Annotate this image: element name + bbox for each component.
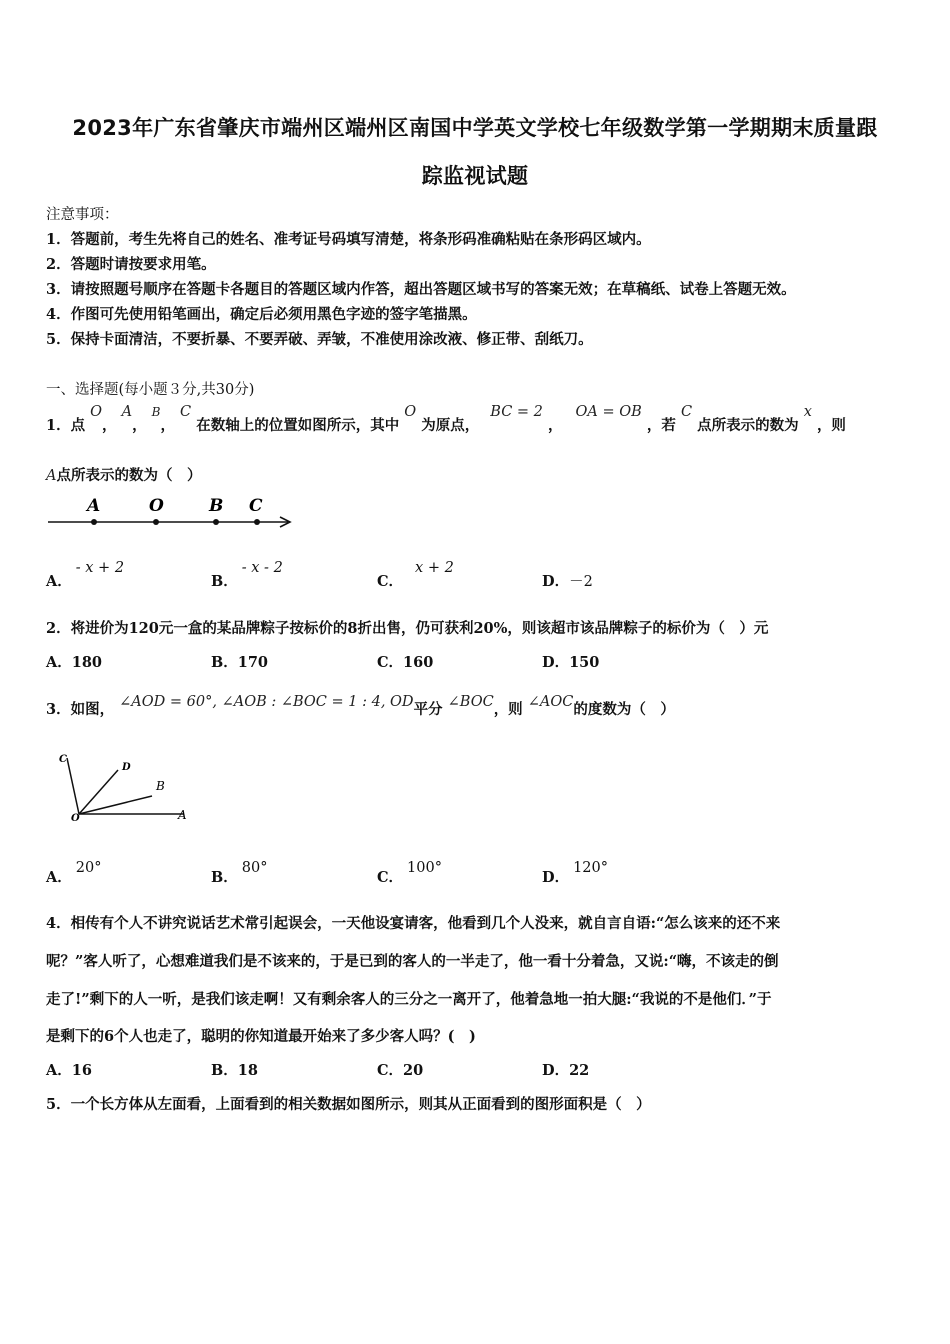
q3-math-2: ∠BOC [447, 694, 494, 710]
q1-option-c-label: C． [377, 573, 404, 590]
q1-text-5: 点所表示的数为 [697, 417, 799, 434]
question-3-text [46, 694, 675, 719]
q4-option-a[interactable]: A．16 [46, 1062, 92, 1079]
q1-line-2-text: 点所表示的数为（ ） [56, 467, 202, 484]
q1-var-o-2: O [404, 404, 417, 420]
point-o-dot [153, 519, 159, 525]
angle-label-a: A [178, 808, 187, 822]
angle-label-b: B [156, 779, 165, 793]
angle-diagram [52, 748, 202, 828]
q1-var-o: O [90, 404, 103, 420]
notes-heading: 注意事项： [46, 207, 119, 223]
question-4-line-3: 走了!”剩下的人一听，是我们该走啊！又有剩余客人的三分之一离开了，他着急地一拍大腿:“我说的不是他们．”于 [46, 991, 772, 1008]
exam-title-line-2: 踪监视试题 [421, 164, 529, 188]
q4-option-d[interactable]: D．22 [542, 1062, 590, 1079]
q3-text-1: 3．如图， [46, 701, 115, 718]
q3-option-b-expr: 80° [241, 860, 268, 876]
ray-oc [67, 758, 79, 814]
q4-option-c[interactable]: C．20 [377, 1062, 424, 1079]
note-item-1: 1．答题前，考生先将自己的姓名、准考证号码填写清楚，将条形码准确粘贴在条形码区域内。 [46, 231, 651, 248]
q1-var-b: B [151, 405, 161, 419]
q1-comma: ， [547, 417, 563, 434]
q1-option-d-label: D． [542, 573, 570, 590]
q1-text-6: ，则 [816, 417, 846, 434]
q2-option-d[interactable]: D．150 [542, 654, 600, 671]
q1-text-4: ，若 [646, 417, 676, 434]
number-line-label-o: O [149, 496, 164, 516]
question-4-line-1: 4．相传有个人不讲究说话艺术常引起误会，一天他设宴请客，他看到几个人没来，就自言自语:“怎么该来的还不来 [46, 915, 781, 932]
number-line-label-b: B [209, 496, 224, 516]
question-4-line-4: 是剩下的6个人也走了，聪明的你知道最开始来了多少客人吗？( ) [46, 1028, 476, 1045]
q1-option-c-expr: x + 2 [415, 560, 454, 576]
q4-option-b[interactable]: B．18 [211, 1062, 258, 1079]
q2-option-b[interactable]: B．170 [211, 654, 269, 671]
q1-var-c-2: C [680, 404, 693, 420]
q1-option-d[interactable] [542, 570, 593, 591]
q1-option-b-label: B． [211, 573, 238, 590]
q1-var-c: C [180, 404, 192, 420]
q3-text-4: 的度数为（ ） [573, 701, 675, 718]
point-a-dot [91, 519, 97, 525]
q3-math-3: ∠AOC [527, 694, 574, 710]
q3-option-c[interactable] [377, 860, 442, 887]
q3-option-a-expr: 20° [75, 860, 102, 876]
q3-option-a-label: A． [46, 869, 72, 886]
q3-option-a[interactable] [46, 860, 102, 887]
number-line-label-c: C [249, 496, 263, 516]
q1-option-a-expr: - x + 2 [75, 560, 125, 576]
number-line-label-a: A [87, 496, 101, 516]
q1-bc-eq: BC = 2 [490, 404, 543, 420]
q1-text-2: 在数轴上的位置如图所示，其中 [196, 417, 400, 434]
angle-label-o: O [71, 813, 80, 824]
q3-option-b[interactable] [211, 860, 268, 887]
q1-comma: ， [132, 417, 147, 434]
q1-option-c[interactable] [377, 560, 454, 591]
question-5-text: 5．一个长方体从左面看，上面看到的相关数据如图所示，则其从正面看到的图形面积是（ ） [46, 1096, 651, 1113]
angle-label-d: D [122, 762, 131, 773]
q3-option-c-label: C． [377, 869, 404, 886]
q3-option-d[interactable] [542, 860, 609, 887]
q3-option-d-expr: 120° [573, 860, 609, 876]
q1-comma: ， [160, 417, 175, 434]
q3-option-d-label: D． [542, 869, 570, 886]
q1-var-a-2: A [46, 468, 57, 484]
q3-text-2: 平分 [413, 701, 443, 718]
q1-var-a: A [121, 404, 133, 420]
ray-ob [79, 796, 152, 814]
question-1-line-1 [46, 404, 846, 435]
q1-oaob-eq: OA = OB [575, 404, 642, 420]
number-line-figure [44, 492, 304, 536]
q1-option-d-expr: －2 [569, 574, 593, 590]
q3-option-b-label: B． [211, 869, 238, 886]
question-4-line-2: 呢？”客人听了，心想难道我们是不该来的，于是已到的客人的一半走了，他一看十分着急，又说:“嗨，不该走的倒 [46, 953, 779, 970]
q2-option-a[interactable]: A．180 [46, 654, 103, 671]
note-item-3: 3．请按照题号顺序在答题卡各题目的答题区域内作答，超出答题区域书写的答案无效；在草稿纸、试卷上答题无效。 [46, 281, 796, 298]
point-c-dot [254, 519, 260, 525]
q1-option-a-label: A． [46, 573, 72, 590]
exam-title-line-1: 2023年广东省肇庆市端州区端州区南国中学英文学校七年级数学第一学期期末质量跟 [72, 116, 878, 140]
note-item-2: 2．答题时请按要求用笔。 [46, 256, 216, 273]
question-2-text: 2．将进价为120元一盒的某品牌粽子按标价的8折出售，仍可获利20%，则该超市该品牌粽子的标价为（ ）元 [46, 620, 769, 637]
angle-label-c: C [59, 754, 67, 765]
q1-text-3: 为原点， [421, 417, 480, 434]
note-item-4: 4．作图可先使用铅笔画出，确定后必须用黑色字迹的签字笔描黑。 [46, 306, 477, 323]
q1-comma: ， [102, 417, 117, 434]
q1-option-a[interactable] [46, 560, 125, 591]
q1-option-b[interactable] [211, 560, 283, 591]
q3-math-1: ∠AOD = 60°, ∠AOB : ∠BOC = 1 : 4, OD [119, 694, 414, 710]
q3-option-c-expr: 100° [407, 860, 442, 876]
q1-text-1: 1．点 [46, 417, 86, 434]
q3-text-3: ，则 [493, 701, 523, 718]
point-b-dot [213, 519, 219, 525]
q2-option-c[interactable]: C．160 [377, 654, 434, 671]
ray-od [79, 770, 118, 814]
note-item-5: 5．保持卡面清洁，不要折暴、不要弄破、弄皱，不准使用涂改液、修正带、刮纸刀。 [46, 331, 593, 348]
q1-option-b-expr: - x - 2 [241, 560, 283, 576]
q1-var-x: x [803, 404, 812, 420]
section-heading: 一、选择题(每小题３分,共30分) [46, 382, 255, 398]
question-1-line-2 [46, 464, 201, 485]
